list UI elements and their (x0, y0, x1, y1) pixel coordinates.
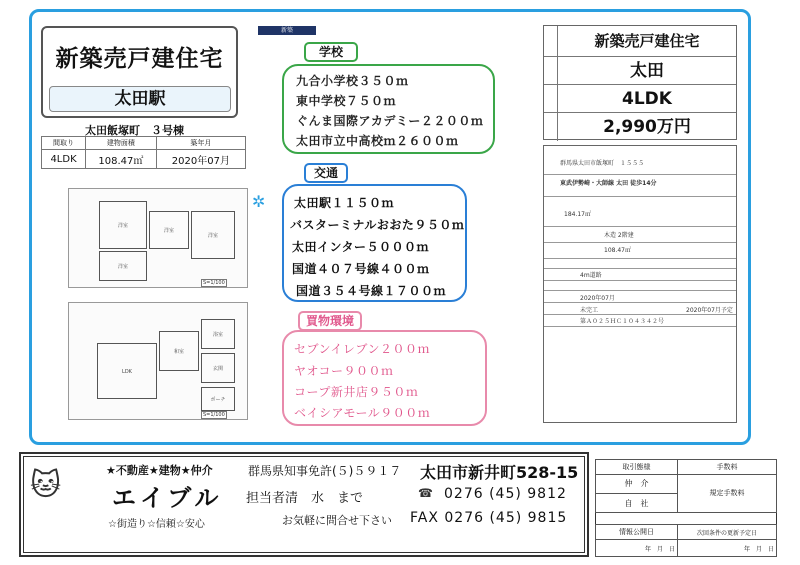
transport-item: 国道４０７号線４００ｍ (292, 262, 430, 276)
detail-access: 東武伊勢崎・大師線 太田 徒歩14分 (560, 180, 657, 187)
detail-address: 群馬県太田市飯塚町 １５５５ (560, 160, 645, 167)
transport-label: 交通 (304, 163, 348, 183)
contact-person: 担当者清 水 まで (246, 491, 364, 506)
new-badge: 新築 (258, 26, 316, 35)
floorplan-room: 玄関 (201, 353, 235, 383)
spec-header: 建物面積 (86, 137, 157, 150)
school-item: ぐんま国際アカデミー２２００ｍ (296, 114, 484, 128)
next-date-value: 年 月 日 (678, 540, 777, 557)
detail-table (543, 145, 737, 423)
summary-price: 2,990万円 (603, 117, 691, 137)
next-date-header: 次回条件の更新予定日 (678, 525, 777, 540)
cat-logo-icon: 🐱 (30, 468, 62, 503)
company-address: 太田市新井町528-15 (420, 463, 579, 482)
footer-note: お気軽に問合せ下さい (282, 514, 392, 527)
phone-number: 0276 (45) 9812 (444, 486, 567, 502)
shopping-item: セブンイレブン２００ｍ (294, 342, 430, 356)
school-label: 学校 (304, 42, 358, 62)
fee-header: 手数料 (678, 460, 777, 475)
info-date-value: 年 月 日 (596, 540, 678, 557)
summary-layout: 4LDK (622, 89, 672, 109)
shopping-item: ヤオコー９００ｍ (294, 364, 394, 378)
floorplan-scale: S=1/100 (203, 412, 225, 418)
school-item: 太田市立中高校ｍ２６００ｍ (296, 134, 459, 148)
compass-icon: ✲ (252, 192, 266, 211)
spec-area: 108.47㎡ (86, 150, 157, 169)
transport-item: 国道３５４号線１７００ｍ (296, 284, 447, 298)
floorplan-lower (68, 302, 248, 420)
address-short: 太田飯塚町 ３号棟 (85, 124, 184, 137)
listing-title: 新築売戸建住宅 (55, 46, 224, 72)
detail-structure: 木造 2階建 (604, 232, 634, 239)
company-name: エイブル (112, 484, 223, 512)
floorplan-room: 洋室 (99, 201, 147, 249)
school-item: 東中学校７５０ｍ (296, 94, 397, 108)
floorplan-room: 洋室 (99, 251, 147, 281)
summary-type: 新築売戸建住宅 (594, 32, 700, 50)
floorplan-room: 和室 (159, 331, 199, 371)
floorplan-room: 洋室 (191, 211, 235, 259)
trade-type-header: 取引態様 (596, 460, 678, 475)
spec-table (41, 136, 246, 169)
detail-status: 未完工 (580, 307, 599, 314)
transport-box (282, 184, 467, 302)
license-number: 群馬県知事免許(５)５９１７ (248, 464, 402, 478)
info-date-header: 情報公開日 (596, 525, 678, 540)
detail-road: 4m道路 (580, 272, 602, 279)
station-label: 太田駅 (49, 86, 231, 112)
shopping-item: ベイシアモール９００ｍ (294, 406, 431, 420)
school-box (282, 64, 495, 154)
detail-move-in: 2020年07月予定 (686, 307, 733, 314)
trade-type-broker: 仲 介 (596, 474, 678, 493)
floorplan-room: LDK (97, 343, 157, 399)
fee-value: 規定手数料 (678, 474, 777, 513)
transport-item: バスターミナルおおた９５０ｍ (290, 218, 465, 232)
fax-number: FAX 0276 (45) 9815 (410, 510, 568, 526)
transport-item: 太田インター５０００ｍ (292, 240, 430, 254)
footer-tagline-top: ★不動産★建物★仲介 (106, 464, 213, 477)
floorplan-room: ポーチ (201, 387, 235, 411)
floorplan-upper (68, 188, 248, 288)
transport-item: 太田駅１１５０ｍ (294, 196, 395, 210)
floorplan-room: 洋室 (149, 211, 189, 249)
school-item: 九合小学校３５０ｍ (296, 74, 409, 88)
shopping-label: 買物環境 (298, 311, 362, 331)
detail-land-area: 184.17㎡ (564, 211, 591, 218)
shopping-box (282, 330, 487, 426)
spec-built: 2020年07月 (156, 150, 245, 169)
detail-reference: 第Ａ０２５ＨＣ１０４３４２号 (580, 318, 665, 325)
detail-building-area: 108.47㎡ (604, 247, 631, 254)
spec-header: 間取り (42, 137, 86, 150)
spec-header: 築年月 (156, 137, 245, 150)
shopping-item: コープ新井店９５０ｍ (294, 385, 419, 399)
summary-panel (543, 25, 737, 140)
fee-table (595, 459, 777, 557)
spec-layout: 4LDK (42, 150, 86, 169)
floorplan-room: 浴室 (201, 319, 235, 349)
summary-area: 太田 (630, 61, 664, 81)
footer-tagline-bottom: ☆街造り☆信頼☆安心 (108, 519, 205, 530)
detail-built: 2020年07月 (580, 295, 615, 302)
title-box (41, 26, 238, 118)
trade-type-own: 自 社 (596, 493, 678, 512)
phone-icon: ☎ (418, 486, 433, 500)
floorplan-scale: S=1/100 (203, 280, 225, 286)
